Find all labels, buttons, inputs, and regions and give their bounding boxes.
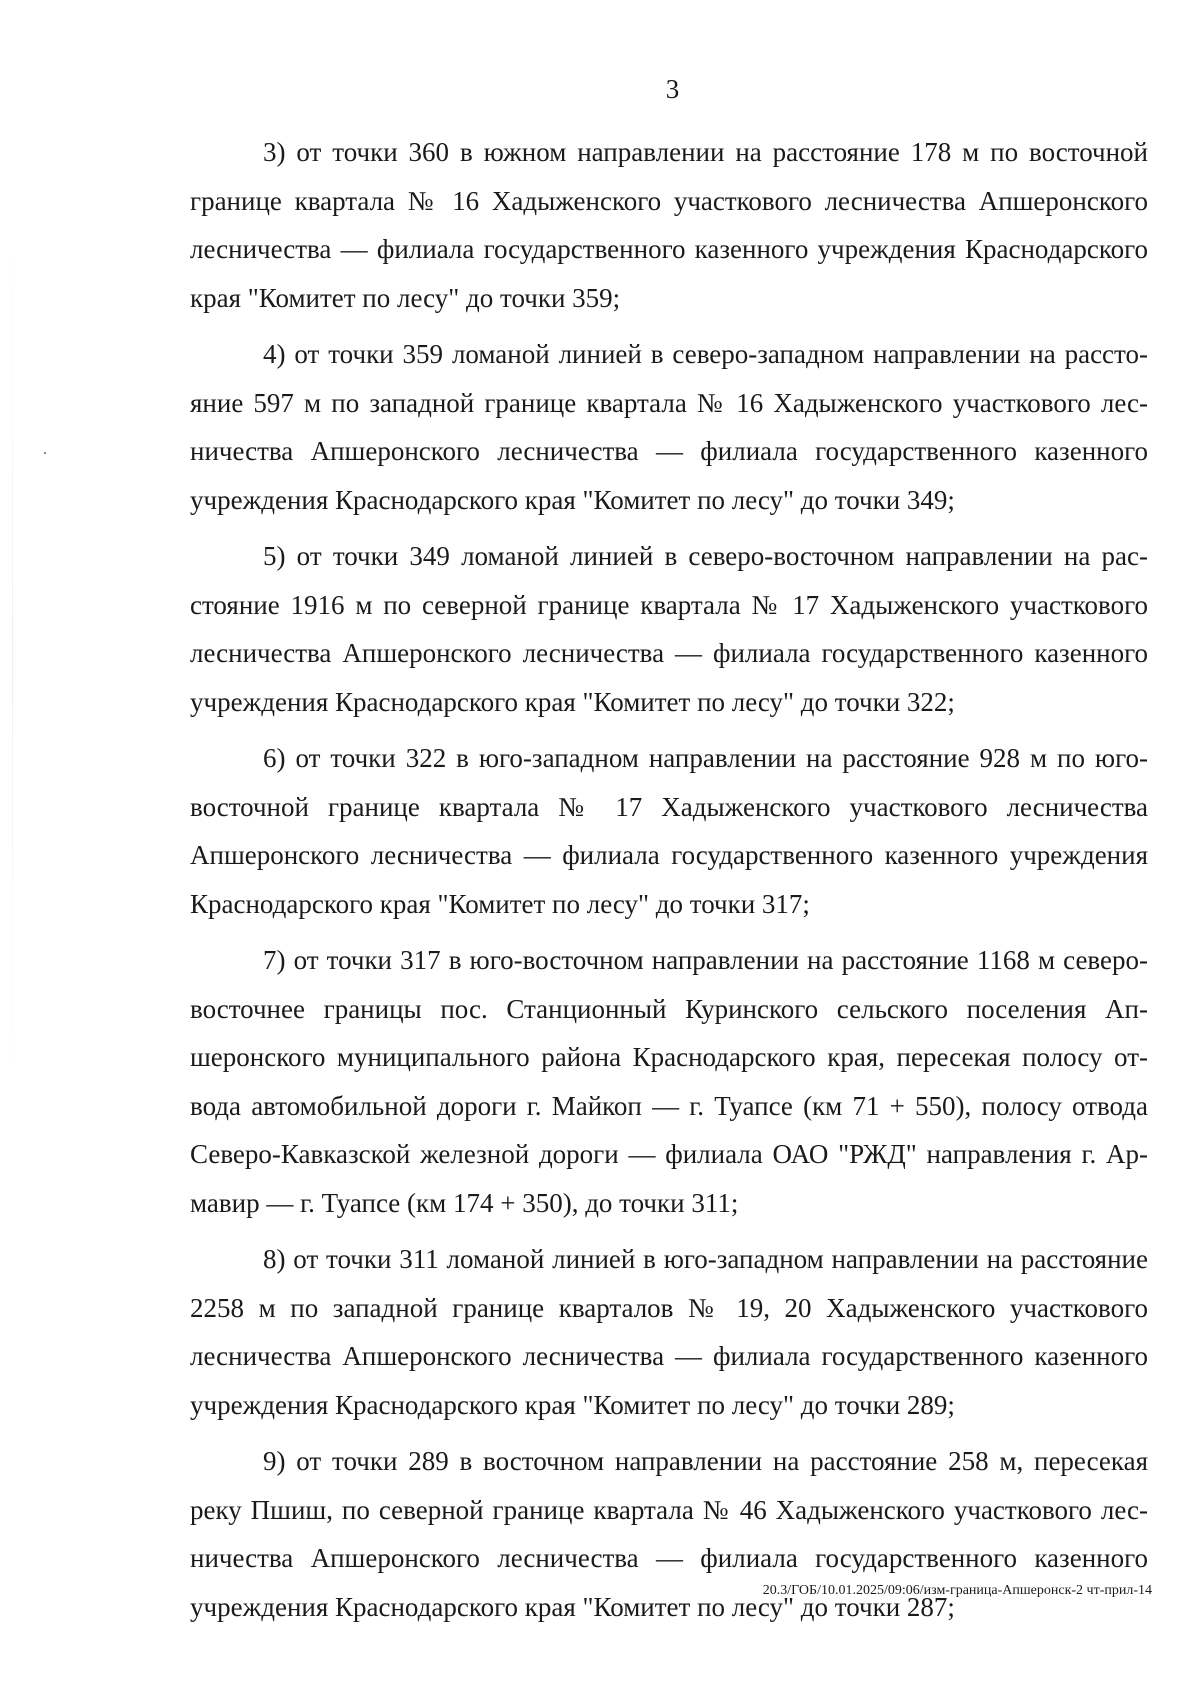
paragraph-item-8: 8) от точки 311 ломаной линией в юго-западном направлении на расстояние 2258 м по западной границе кварталов № 19, 20 Хадыженского участкового лесничества Апшеронского лесничества — филиала государственного казенного учреждения Краснодарского края "Комитет по лесу" до точки 289; (190, 1244, 1148, 1420)
margin-speck (44, 452, 46, 454)
paragraph-item-9: 9) от точки 289 в восточном направлении на расстояние 258 м, пересекая реку Пшиш, по северной границе квартала № 46 Хадыженского участкового лесничества Апшеронского лесничества — филиала государственного казенного учреждения Краснодарского края "Комитет по лесу" до точки 287; (190, 1446, 1148, 1622)
document-body (190, 128, 1148, 1639)
paragraph-item-7: 7) от точки 317 в юго-восточном направлении на расстояние 1168 м северо-восточнее границы пос. Станционный Куринского сельского поселения Апшеронского муниципального района Краснодарского края, пересекая полосу отвода автомобильной дороги г. Майкоп — г. Туапсе (км 71 + 550), полосу отвода Северо-Кавказской железной дороги — филиала ОАО "РЖД" направления г. Армавир — г. Туапсе (км 174 + 350), до точки 311; (190, 945, 1148, 1218)
paragraph-item-3: 3) от точки 360 в южном направлении на расстояние 178 м по восточной границе квартала № 16 Хадыженского участкового лесничества Апшеронского лесничества — филиала государственного казенного учреждения Краснодарского края "Комитет по лесу" до точки 359; (190, 137, 1148, 313)
paragraph-item-6: 6) от точки 322 в юго-западном направлении на расстояние 928 м по юго-восточной границе квартала № 17 Хадыженского участкового лесничества Апшеронского лесничества — филиала государственного казенного учреждения Краснодарского края "Комитет по лесу" до точки 317; (190, 743, 1148, 919)
paragraph-item-5: 5) от точки 349 ломаной линией в северо-восточном направлении на расстояние 1916 м по северной границе квартала № 17 Хадыженского участкового лесничества Апшеронского лесничества — филиала государственного казенного учреждения Краснодарского края "Комитет по лесу" до точки 322; (190, 541, 1148, 717)
paragraph-item-4: 4) от точки 359 ломаной линией в северо-западном направлении на расстояние 597 м по западной границе квартала № 16 Хадыженского участкового лесничества Апшеронского лесничества — филиала государственного казенного учреждения Краснодарского края "Комитет по лесу" до точки 349; (190, 339, 1148, 515)
document-footer-code: 20.3/ГОБ/10.01.2025/09:06/изм-граница-Апшеронск-2 чт-прил-14 (762, 1583, 1152, 1598)
scan-edge-shadow (12, 210, 13, 1110)
page-number: 3 (665, 74, 680, 104)
